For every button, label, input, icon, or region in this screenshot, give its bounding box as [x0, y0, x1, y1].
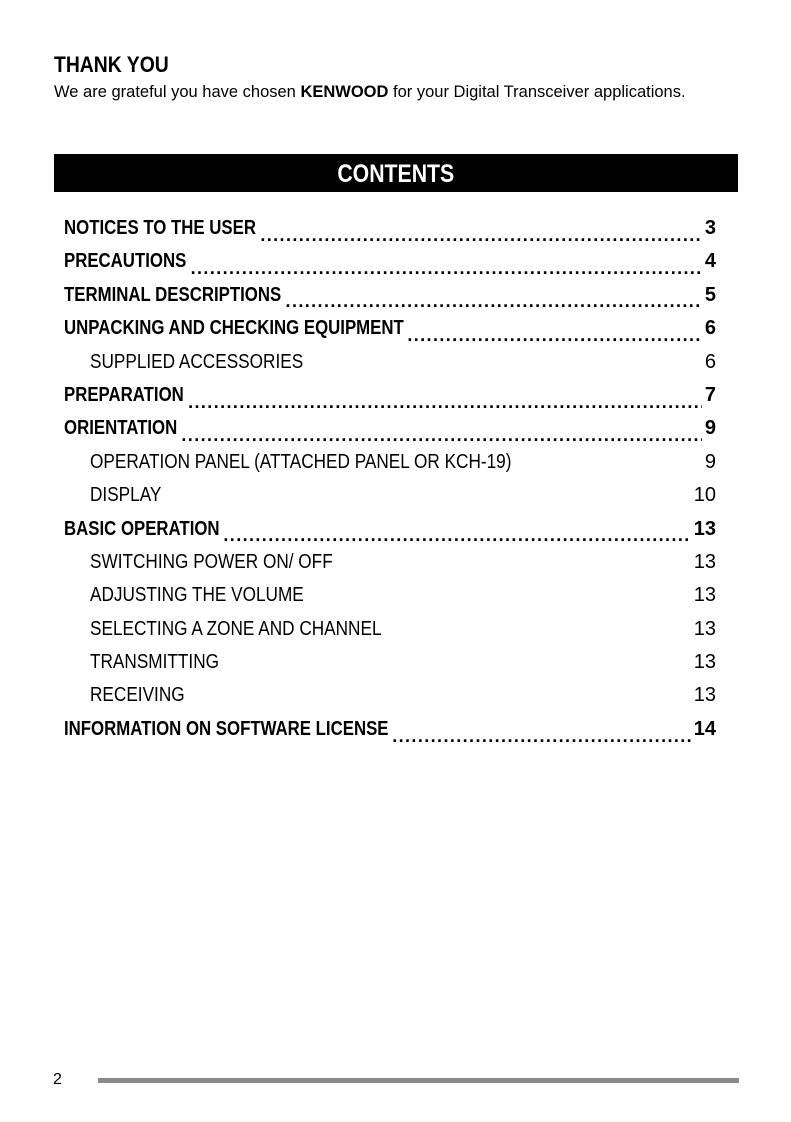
brand-name: KENWOOD — [300, 83, 389, 101]
dot-leader — [392, 722, 691, 742]
toc-entry-label: TERMINAL DESCRIPTIONS — [64, 283, 282, 306]
toc-entry-label: PREPARATION — [64, 383, 184, 406]
toc-subentry[interactable] — [64, 346, 716, 379]
toc-entry-label: TRANSMITTING — [90, 651, 219, 674]
toc-entry-page: 6 — [704, 317, 716, 340]
toc-entry[interactable] — [64, 713, 716, 746]
toc-entry-label: DISPLAY — [90, 484, 162, 507]
toc-entry-page: 4 — [704, 250, 716, 273]
toc-entry-label: NOTICES TO THE USER — [64, 217, 256, 239]
dot-leader — [337, 555, 691, 575]
dot-leader — [189, 688, 691, 708]
dot-leader — [260, 221, 702, 241]
contents-title: CONTENTS — [337, 160, 455, 188]
toc-entry-label: INFORMATION ON SOFTWARE LICENSE — [64, 717, 389, 740]
toc-entry-page: 9 — [704, 417, 716, 440]
toc-entry-page: 7 — [704, 383, 716, 406]
toc-entry-page: 13 — [693, 517, 716, 540]
dot-leader — [223, 655, 691, 675]
toc-subentry[interactable] — [64, 646, 716, 679]
toc-entry-label: PRECAUTIONS — [64, 250, 187, 273]
thank-you-heading: THANK YOU — [54, 52, 169, 77]
toc-entry-page: 13 — [693, 684, 716, 707]
toc-subentry[interactable] — [64, 546, 716, 579]
toc-entry-label: UNPACKING AND CHECKING EQUIPMENT — [64, 317, 404, 340]
toc-entry[interactable] — [64, 412, 716, 445]
contents-banner — [54, 154, 738, 192]
toc-entry[interactable] — [64, 279, 716, 312]
dot-leader — [223, 521, 690, 541]
footer-rule — [98, 1078, 739, 1083]
thank-you-text-after: for your Digital Transceiver applications. — [388, 83, 686, 101]
dot-leader — [386, 621, 691, 641]
dot-leader — [286, 287, 702, 307]
toc-entry-label: ADJUSTING THE VOLUME — [90, 584, 304, 607]
dot-leader — [308, 588, 691, 608]
dot-leader — [307, 354, 702, 374]
toc-entry-page: 13 — [693, 584, 716, 607]
dot-leader — [165, 488, 690, 508]
toc-entry-page: 13 — [693, 651, 716, 674]
toc-entry-page: 13 — [693, 550, 716, 573]
toc-entry-label: RECEIVING — [90, 684, 185, 707]
toc-entry-label: BASIC OPERATION — [64, 517, 220, 540]
thank-you-text-before: We are grateful you have chosen — [54, 83, 301, 101]
toc-entry-label: OPERATION PANEL (ATTACHED PANEL OR KCH-19) — [90, 450, 512, 473]
toc-entry[interactable] — [64, 513, 716, 546]
dot-leader — [191, 254, 702, 274]
toc-entry-label: SWITCHING POWER ON/ OFF — [90, 550, 333, 573]
toc-entry[interactable] — [64, 245, 716, 278]
toc-entry-label: SUPPLIED ACCESSORIES — [90, 350, 304, 373]
toc-entry-page: 6 — [704, 350, 716, 373]
toc-entry-label: ORIENTATION — [64, 417, 178, 440]
toc-subentry[interactable] — [64, 446, 716, 479]
thank-you-section — [54, 52, 744, 102]
toc-entry[interactable] — [64, 212, 716, 245]
toc-subentry[interactable] — [64, 679, 716, 712]
page-number: 2 — [53, 1071, 62, 1088]
dot-leader — [188, 388, 702, 408]
table-of-contents — [64, 212, 716, 746]
toc-entry-label: SELECTING A ZONE AND CHANNEL — [90, 617, 382, 640]
toc-entry[interactable] — [64, 312, 716, 345]
toc-entry-page: 3 — [704, 217, 716, 239]
toc-subentry[interactable] — [64, 613, 716, 646]
dot-leader — [407, 321, 702, 341]
toc-entry-page: 5 — [704, 283, 716, 306]
toc-entry-page: 9 — [704, 450, 716, 473]
toc-subentry[interactable] — [64, 479, 716, 512]
dot-leader — [515, 454, 701, 474]
toc-entry-page: 13 — [693, 617, 716, 640]
toc-entry-page: 14 — [693, 717, 716, 740]
toc-subentry[interactable] — [64, 579, 716, 612]
thank-you-text — [54, 82, 694, 102]
toc-entry[interactable] — [64, 379, 716, 412]
toc-entry-page: 10 — [693, 484, 716, 507]
dot-leader — [181, 421, 701, 441]
